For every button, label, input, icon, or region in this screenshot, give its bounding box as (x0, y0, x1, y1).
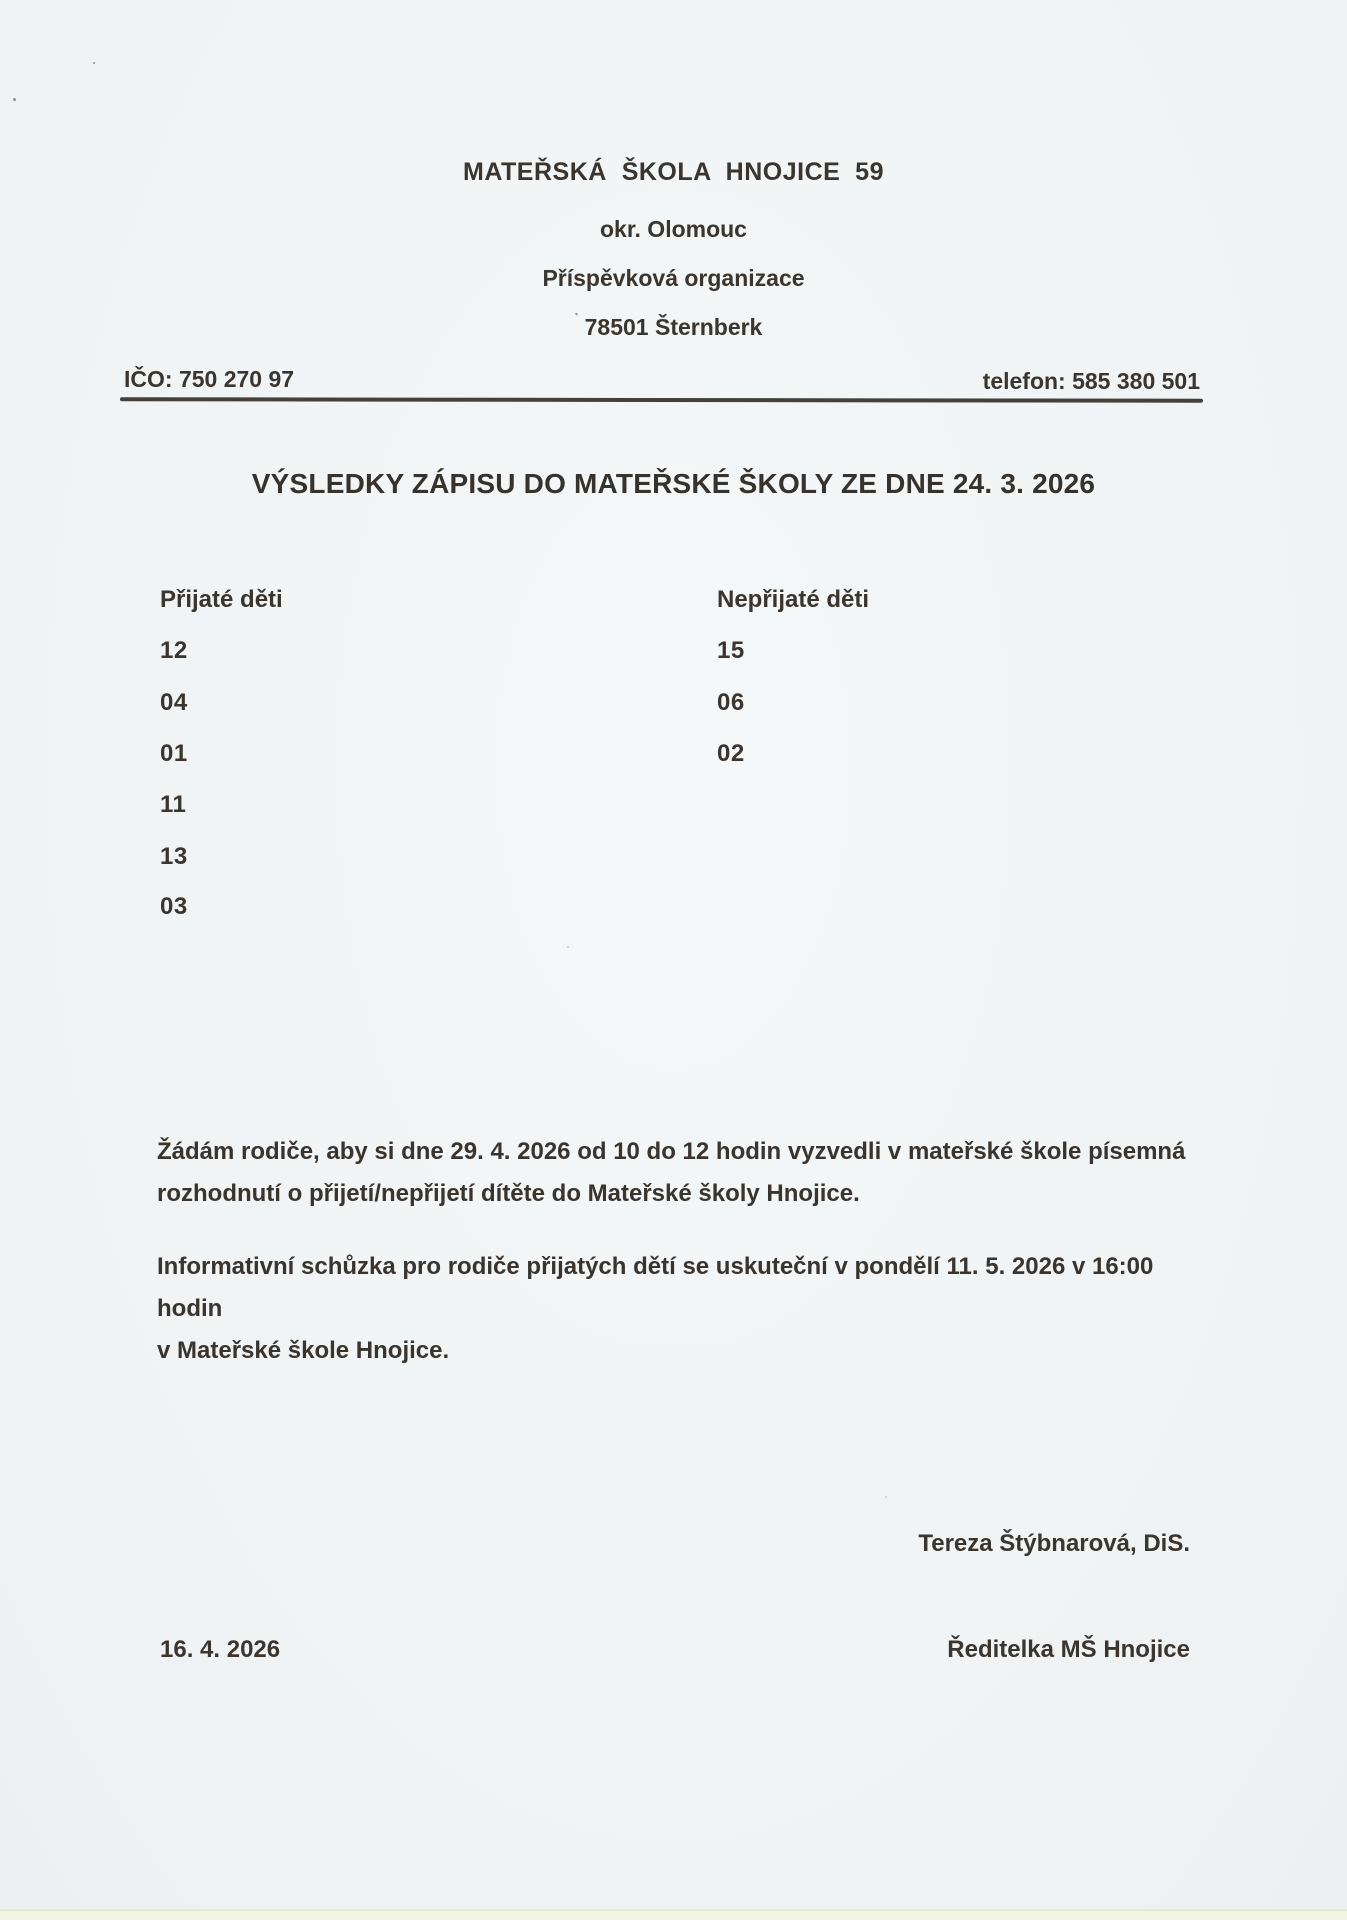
scan-bottom-edge (0, 1909, 1347, 1920)
rejected-child-number: 02 (717, 740, 745, 767)
rejected-column-header: Nepřijaté děti (717, 586, 870, 613)
paper-speck (567, 946, 569, 948)
accepted-child-number: 13 (160, 843, 188, 870)
document-date: 16. 4. 2026 (160, 1636, 281, 1663)
accepted-child-number: 11 (160, 791, 187, 818)
rejected-child-number: 06 (717, 689, 745, 716)
school-name: MATEŘSKÁ ŠKOLA HNOJICE 59 (463, 158, 884, 186)
meeting-info-paragraph (157, 1246, 1217, 1372)
ico-number: IČO: 750 270 97 (124, 366, 295, 392)
accepted-child-number: 01 (160, 740, 188, 767)
postal-city: 78501 Šternberk (584, 314, 763, 340)
paper-speck (13, 98, 16, 101)
district: okr. Olomouc (600, 216, 747, 242)
accepted-child-number: 04 (160, 689, 188, 716)
signature-role: Ředitelka MŠ Hnojice (947, 1636, 1190, 1663)
paragraph-line: Žádám rodiče, aby si dne 29. 4. 2026 od 10 do 12 hodin vyzvedli v mateřské škole písemná (157, 1138, 1186, 1165)
accepted-child-number: 03 (160, 893, 188, 920)
paper-speck (93, 62, 95, 64)
letterhead-divider (120, 397, 1203, 403)
phone-number: telefon: 585 380 501 (982, 368, 1200, 394)
document-title: VÝSLEDKY ZÁPISU DO MATEŘSKÉ ŠKOLY ZE DNE 24. 3. 2026 (251, 468, 1096, 499)
accepted-child-number: 12 (160, 637, 188, 664)
paper-speck (885, 1496, 887, 1498)
rejected-child-number: 15 (717, 637, 745, 664)
accepted-column-header: Přijaté děti (160, 586, 283, 613)
organization-type: Příspěvková organizace (542, 265, 805, 291)
paragraph-line: Informativní schůzka pro rodiče přijatých dětí se uskuteční v pondělí 11. 5. 2026 v 16:00 hodin (157, 1253, 1154, 1322)
paragraph-line: rozhodnutí o přijetí/nepřijetí dítěte do Mateřské školy Hnojice. (157, 1180, 860, 1207)
paragraph-line: v Mateřské škole Hnojice. (157, 1337, 450, 1364)
signature-name: Tereza Štýbnarová, DiS. (918, 1530, 1190, 1557)
pickup-instructions-paragraph (157, 1131, 1217, 1215)
